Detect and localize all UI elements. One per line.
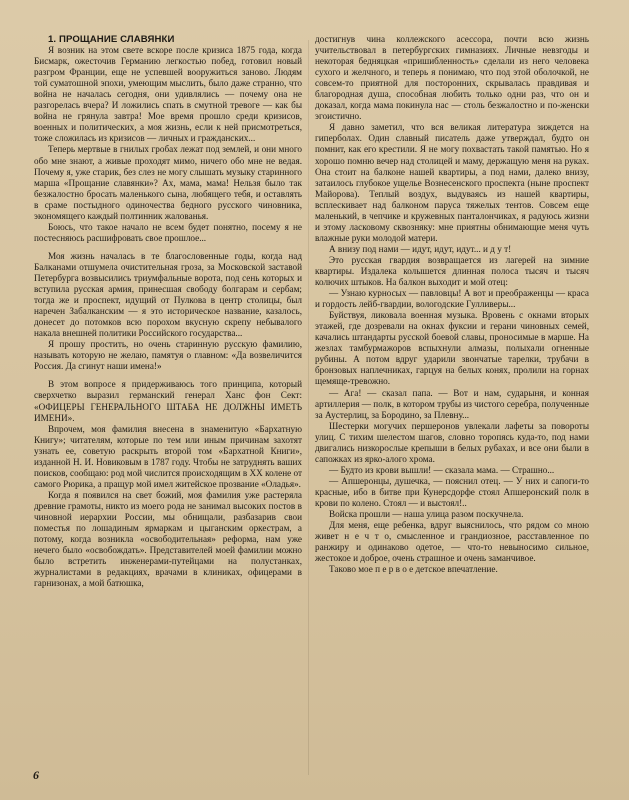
paragraph: В этом вопросе я придерживаюсь того принципа, который сверхчетко выразил германский генерал Ханс фон Сект: «ОФИЦЕРЫ ГЕНЕРАЛЬНОГО ШТАБА НЕ ДОЛЖНЫ ИМЕТЬ ИМЕНИ». (34, 379, 302, 423)
paragraph: Войска прошли — наша улица разом поскучнела. (329, 509, 524, 520)
section-separator (34, 244, 302, 251)
paragraph: Когда я появился на свет божий, моя фамилия уже растеряла древние грамоты, никто из моего рода не занимал высоких постов в чиновной иерархии России, мы обнищали, разбазарив свои поместья по лошадиным ярмаркам и цыганским оркестрам, а потому, когда возникла «освободительная» реформа, нам уже нечего было «освобождать». Представителей моей фамилии можно было встретить инженерами-путейцами на полустанках, журналистами в редакциях, врачами в клиниках, офицерами в гарнизонах, а мой батюшка, (34, 489, 302, 589)
paragraph: А внизу под нами — идут, идут, идут... и д у т! (329, 243, 512, 254)
paragraph: Буйствуя, ликовала военная музыка. Вровень с окнами вторых этажей, где дозревали на окнах фуксии и герани чиновных семей, качались штандарты русской боевой славы, проносимые в марше. На жезлах тамбурмажоров вспыхнули алмазы, полыхали огненные рубины. А потом вдруг ударили звончатые тарелки, трубачи в бронзовых наплечниках, гарцуя на белых конях, пролили на горнах щемяще-тревожно. (315, 310, 589, 387)
paragraph: Теперь мертвые в гнилых гробах лежат под землей, и они много обо мне знают, а живые проходят мимо, ничего обо мне не ведая. Почему я, уже старик, без слез не могу слышать музыку старинного марша «Прощание славянки»? Ах, мама, мама! Нельзя было так безжалостно бросать маленького сына, любящего тебя, и оставлять в сраме постыдного одиночества бедного русского чиновника, экономящего каждый полтинник жалованья. (34, 144, 302, 221)
right-column (315, 34, 589, 575)
paragraph: Моя жизнь началась в те благословенные годы, когда над Балканами отшумела очистительная гроза, за Московской заставой Петербурга возвысились триумфальные ворота, под сень которых и вступила русская армия, принесшая свободу болгарам и сербам; тогда же и проспект, идущий от Пулкова в центр столицы, был наречен Забалканским — я это историческое название, казалось, донесет до потомков всю порохом вкусную скрепу небывалого накала внешней политики Российского государства... (34, 250, 302, 339)
paragraph: Это русская гвардия возвращается из лагерей на зимние квартиры. Издалека колышется длинная полоса тысяч и тысяч колючих штыков. На балкон выходит и мой отец: (315, 254, 589, 288)
left-column (34, 34, 302, 589)
chapter-title: 1. ПРОЩАНИЕ СЛАВЯНКИ (48, 34, 175, 45)
paragraph: Шестерки могучих першеронов увлекали лафеты за повороты улиц. С тихим шелестом шагов, словно торопясь куда-то, под нами двигались низкорослые крепыши в белых рубахах, и все они были в сапожках из ярко-алого хрома. (315, 420, 589, 464)
paragraph: — Ага! — сказал папа. — Вот и нам, сударыня, и конная артиллерия — полк, в котором трубы из чистого серебра, полученные за Аустерлиц, за Бородино, за Плевну... (315, 387, 589, 420)
paragraph: Таково мое п е р в о е детское впечатление. (329, 564, 498, 575)
paragraph: Впрочем, моя фамилия внесена в знаменитую «Бархатную Книгу»; читателям, которые по тем или иным причинам захотят узнать ее, советую раскрыть второй том «Бархатной Книги», изданной Н. И. Новиковым в 1787 году. Чтобы не затруднять ваших поисков, сообщаю: род мой числится происходящим в XX колене от самого Рюрика, а пращур мой имел житейское прозвание «Оладья». (34, 423, 302, 489)
paragraph: достигнув чина коллежского асессора, почти всю жизнь учительствовал в петербургских гимназиях. Личные невзгоды и некоторая бедняцкая «пришибленность» сделали из него человека сухого и желчного, и теперь я понимаю, что под этой оболочкой, не совсем-то приятной для посторонних, скрывалась правдивая и благородная душа, способная любить только одни раз, что он и доказал, когда мама покинула нас — столь безжалостно и по-женски эгоистично. (315, 34, 589, 122)
paragraph: Я возник на этом свете вскоре после кризиса 1875 года, когда Бисмарк, ожесточив Германию легкостью побед, готовил новый разгром Франции, еще не успевшей вооружиться заново. Людям той суматошной эпохи, умеющим мыслить, было даже странно, что война не началась сегодня, они удивлялись — почему она не разгорелась вчера? И ложились спать в смутной тревоге — как бы война не грянула завтра! Мое время прошло среди кризисов, военных и политических, а моя жизнь, если к ней присмотреться, тоже сложилась из кризисов — личных и гражданских... (34, 45, 302, 144)
paragraph: Я прошу простить, но очень старинную русскую фамилию, называть которую не желаю, памятуя о главном: «Да возвеличится Россия. Да сгинут наши имена!» (34, 339, 302, 372)
paragraph: — Апшеронцы, душечка, — пояснил отец. — У них и сапоги-то красные, ибо в битве при Кунерсдорфе стоял Апшеронский полк в крови по колено. Стоял — и выстоял!.. (315, 475, 589, 508)
section-separator (34, 372, 302, 379)
column-gutter (308, 40, 309, 775)
paragraph: Для меня, еще ребенка, вдруг выяснилось, что рядом со мною живет н е ч т о, смысленное и грандиозное, расставленное по ранжиру и одинаково одетое, — что-то невыносимо сильное, жестокое и доброе, очень страшное и очень заманчивое. (315, 520, 589, 564)
paragraph: — Будто из крови вышли! — сказала мама. — Страшно... (329, 464, 555, 475)
paragraph: Я давно заметил, что вся великая литература зиждется на гиперболах. Один славный писатель даже утверждал, будто он помнит, как его крестили. Я не могу похвастать такой памятью. Но я хорошо помню вечер над столицей и маму, держащую меня на руках. Она стоит на балконе нашей квартиры, а под нами, далеко внизу, затаилось глубокое ущелье Вознесенского проспекта (ныне проспект Майорова). Теплый воздух, выдуваясь из нашей квартиры, всплескивает над балконом паруса тяжелых тентов. Совсем еще маленький, в чепчике и кружевных панталончиках, я радуюсь жизни и этому ласковому сквозняку: мне приятны обнимающие меня чуть влажные руки молодой матери. (315, 122, 589, 243)
paragraph: Боюсь, что такое начало не всем будет понятно, посему я не постесняюсь расшифровать свое прошлое... (34, 221, 302, 243)
page-number: 6 (33, 768, 39, 782)
paragraph: — Узнаю курносых — павловцы! А вот и преображенцы — краса и гордость лейб-гвардии, вологодские Гулливеры... (315, 288, 589, 310)
